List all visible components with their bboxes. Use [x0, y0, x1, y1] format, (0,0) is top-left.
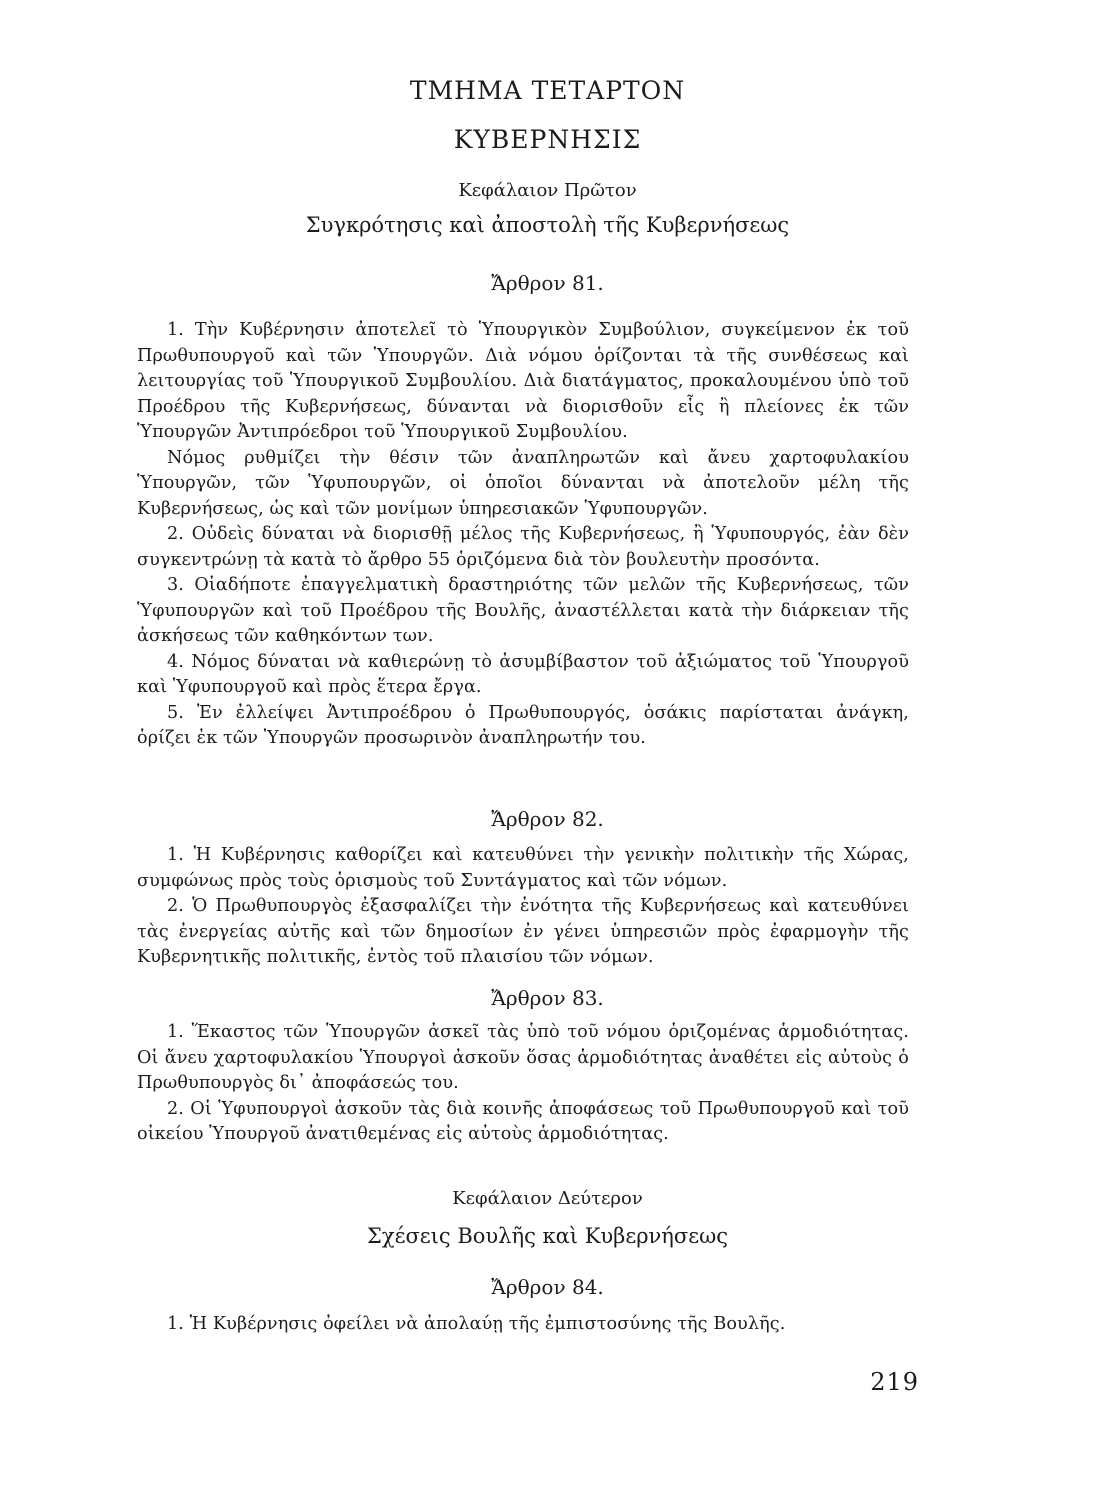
article-81-heading: Ἄρθρον 81.: [491, 271, 604, 295]
part-title: ΤΜΗΜΑ ΤΕΤΑΡΤΟΝ: [409, 76, 686, 105]
article-84-heading: Ἄρθρον 84.: [491, 1275, 604, 1299]
chapter-1-label: Κεφάλαιον Πρῶτον: [458, 180, 637, 201]
chapter-1-title: Συγκρότησις καὶ ἀποστολὴ τῆς Κυβερνήσεως: [305, 213, 790, 237]
article-82-paragraph: 1. Ἡ Κυβέρνησις καθορίζει καὶ κατευθύνει τὴν γενικὴν πολιτικὴν τῆς Χώρας, συμφώνως πρὸς τοὺς ὁρισμοὺς τοῦ Συντάγματος καὶ τῶν νόμων.: [137, 845, 909, 891]
article-83-paragraph: 2. Οἱ Ὑφυπουργοὶ ἀσκοῦν τὰς διὰ κοινῆς ἀποφάσεως τοῦ Πρωθυπουργοῦ καὶ τοῦ οἰκείου Ὑπουργοῦ ἀνατιθεμένας εἰς αὐτοὺς ἁρμοδιότητας.: [137, 1098, 909, 1144]
article-81-paragraph: 3. Οἱαδήποτε ἐπαγγελματικὴ δραστηριότης τῶν μελῶν τῆς Κυβερνήσεως, τῶν Ὑφυπουργῶν καὶ τοῦ Προέδρου τῆς Βουλῆς, ἀναστέλλεται κατὰ τὴν διάρκειαν τῆς ἀσκήσεως τῶν καθηκόντων των.: [137, 575, 909, 646]
article-81-body: [137, 318, 909, 752]
article-82-heading: Ἄρθρον 82.: [491, 807, 604, 831]
article-81-paragraph: 2. Οὐδεὶς δύναται νὰ διορισθῇ μέλος τῆς Κυβερνήσεως, ἢ Ὑφυπουργός, ἐὰν δὲν συγκεντρώνῃ τὰ κατὰ τὸ ἄρθρο 55 ὁριζόμενα διὰ τὸν βουλευτὴν προσόντα.: [137, 524, 909, 570]
article-83-heading: Ἄρθρον 83.: [491, 986, 604, 1010]
article-81-paragraph: Νόμος ρυθμίζει τὴν θέσιν τῶν ἀναπληρωτῶν καὶ ἄνευ χαρτοφυλακίου Ὑπουργῶν, τῶν Ὑφυπουργῶν, οἱ ὁποῖοι δύνανται νὰ ἀποτελοῦν μέλη τῆς Κυβερνήσεως, ὡς καὶ τῶν μονίμων ὑπηρεσιακῶν Ὑφυπουργῶν.: [137, 447, 909, 519]
main-title: ΚΥΒΕΡΝΗΣΙΣ: [453, 125, 642, 154]
chapter-2-label: Κεφάλαιον Δεύτερον: [452, 1188, 643, 1209]
article-84-body: [137, 1312, 909, 1338]
chapter-2-title: Σχέσεις Βουλῆς καὶ Κυβερνήσεως: [367, 1224, 728, 1248]
page-number: 219: [870, 1368, 919, 1396]
article-81-paragraph: 1. Τὴν Κυβέρνησιν ἀποτελεῖ τὸ Ὑπουργικὸν Συμβούλιον, συγκείμενον ἐκ τοῦ Πρωθυπουργοῦ καὶ τῶν Ὑπουργῶν. Διὰ νόμου ὁρίζονται τὰ τῆς συνθέσεως καὶ λειτουργίας τοῦ Ὑπουργικοῦ Συμβουλίου. Διὰ διατάγματος, προκαλουμένου ὑπὸ τοῦ Προέδρου τῆς Κυβερνήσεως, δύνανται νὰ διορισθοῦν εἷς ἢ πλείονες ἐκ τῶν Ὑπουργῶν Ἀντιπρόεδροι τοῦ Ὑπουργικοῦ Συμβουλίου.: [137, 320, 909, 442]
article-81-paragraph: 4. Νόμος δύναται νὰ καθιερώνῃ τὸ ἀσυμβίβαστον τοῦ ἀξιώματος τοῦ Ὑπουργοῦ καὶ Ὑφυπουργοῦ καὶ πρὸς ἕτερα ἔργα.: [137, 651, 909, 697]
article-83-body: [137, 1020, 909, 1148]
article-81-paragraph: 5. Ἐν ἐλλείψει Ἀντιπροέδρου ὁ Πρωθυπουργός, ὁσάκις παρίσταται ἀνάγκη, ὁρίζει ἐκ τῶν Ὑπουργῶν προσωρινὸν ἀναπληρωτήν του.: [137, 702, 909, 748]
article-82-paragraph: 2. Ὁ Πρωθυπουργὸς ἐξασφαλίζει τὴν ἑνότητα τῆς Κυβερνήσεως καὶ κατευθύνει τὰς ἐνεργείας αὐτῆς καὶ τῶν δημοσίων ἐν γένει ὑπηρεσιῶν πρὸς ἐφαρμογὴν τῆς Κυβερνητικῆς πολιτικῆς, ἐντὸς τοῦ πλαισίου τῶν νόμων.: [137, 896, 909, 967]
article-84-paragraph: 1. Ἡ Κυβέρνησις ὀφείλει νὰ ἀπολαύῃ τῆς ἐμπιστοσύνης τῆς Βουλῆς.: [167, 1314, 786, 1334]
article-83-paragraph: 1. Ἕκαστος τῶν Ὑπουργῶν ἀσκεῖ τὰς ὑπὸ τοῦ νόμου ὁριζομένας ἁρμοδιότητας. Οἱ ἄνευ χαρτοφυλακίου Ὑπουργοὶ ἀσκοῦν ὅσας ἁρμοδιότητας ἀναθέτει εἰς αὐτοὺς ὁ Πρωθυπουργὸς δι᾽ ἀποφάσεώς του.: [137, 1022, 909, 1093]
article-82-body: [137, 843, 909, 971]
